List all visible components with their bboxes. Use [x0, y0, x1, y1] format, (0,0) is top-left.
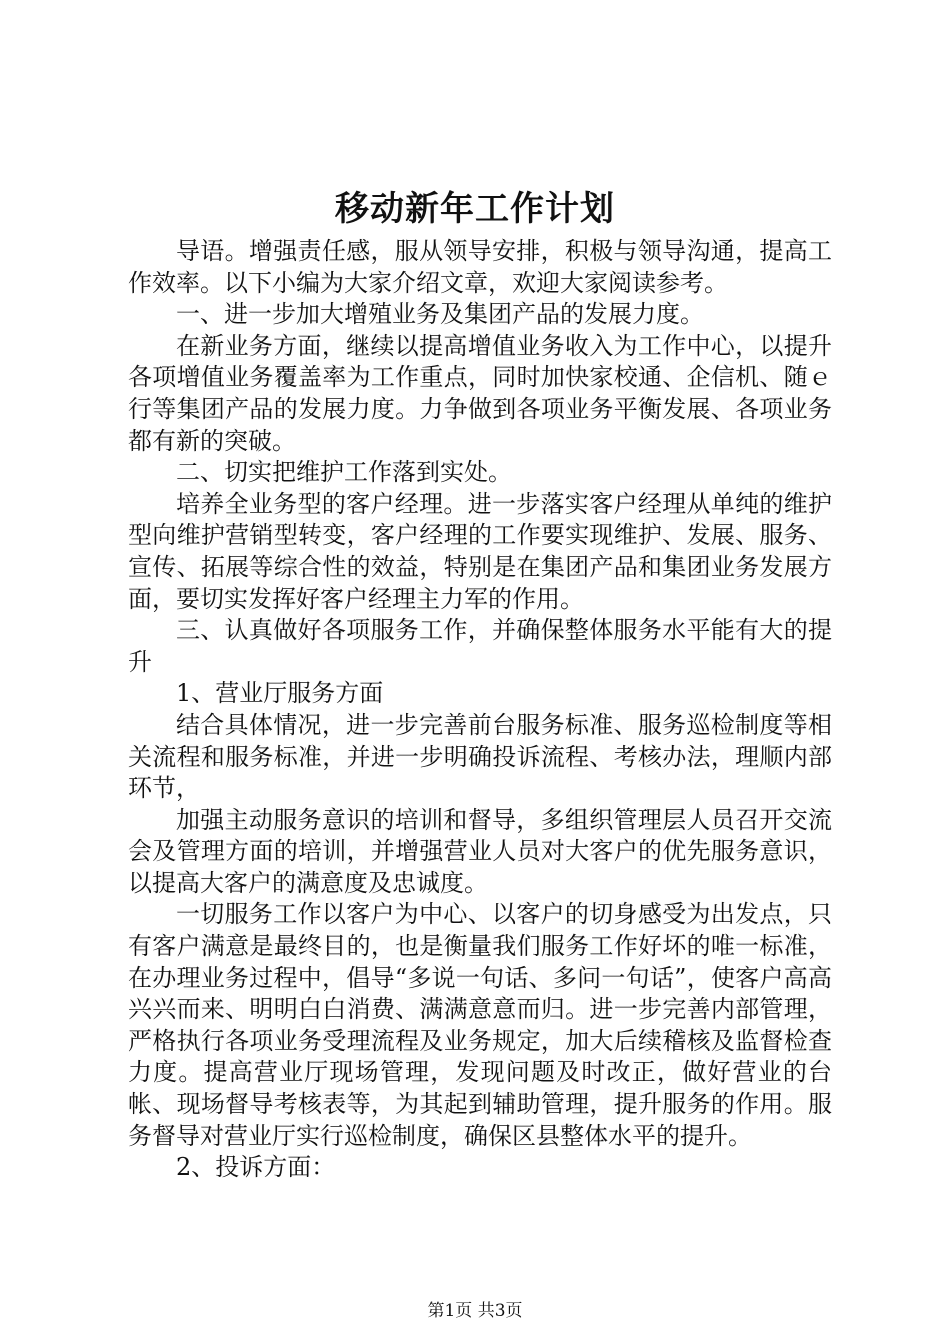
- paragraph-service-standards: 结合具体情况，进一步完善前台服务标准、服务巡检制度等相关流程和服务标准，并进一步明确投诉流程、考核办法，理顺内部环节，: [128, 710, 832, 803]
- paragraph-heading-1: 一、进一步加大增殖业务及集团产品的发展力度。: [176, 300, 704, 329]
- paragraph-subheading-2: 2、投诉方面：: [176, 1153, 336, 1182]
- paragraph-new-business: 在新业务方面，继续以提高增值业务收入为工作中心，以提升各项增值业务覆盖率为工作重点，同时加快家校通、企信机、随ｅ行等集团产品的发展力度。力争做到各项业务平衡发展、各项业务都有新的突破。: [128, 331, 832, 455]
- paragraph-intro: 导语。增强责任感，服从领导安排，积极与领导沟通，提高工作效率。以下小编为大家介绍文章，欢迎大家阅读参考。: [128, 237, 832, 297]
- paragraph-customer-centered: 一切服务工作以客户为中心、以客户的切身感受为出发点，只有客户满意是最终目的，也是衡量我们服务工作好坏的唯一标准，在办理业务过程中，倡导“多说一句话、多问一句话”，使客户高高兴兴而来、明明白白消费、满满意意而归。进一步完善内部管理，严格执行各项业务受理流程及业务规定，加大后续稽核及监督检查力度。提高营业厅现场管理，发现问题及时改正，做好营业的台帐、现场督导考核表等，为其起到辅助管理，提升服务的作用。服务督导对营业厅实行巡检制度，确保区县整体水平的提升。: [128, 900, 832, 1150]
- paragraph-heading-2: 二、切实把维护工作落到实处。: [176, 458, 512, 487]
- document-title: 移动新年工作计划: [335, 189, 615, 229]
- paragraph-subheading-1: 1、营业厅服务方面: [176, 679, 384, 708]
- document-body: [128, 236, 832, 1184]
- page-number-footer: 第1页 共3页: [427, 1301, 523, 1321]
- paragraph-heading-3: 三、认真做好各项服务工作，并确保整体服务水平能有大的提升: [128, 616, 832, 676]
- paragraph-training: 加强主动服务意识的培训和督导，多组织管理层人员召开交流会及管理方面的培训，并增强营业人员对大客户的优先服务意识，以提高大客户的满意度及忠诚度。: [128, 805, 832, 897]
- paragraph-account-manager: 培养全业务型的客户经理。进一步落实客户经理从单纯的维护型向维护营销型转变，客户经理的工作要实现维护、发展、服务、宣传、拓展等综合性的效益，特别是在集团产品和集团业务发展方面，要切实发挥好客户经理主力军的作用。: [128, 489, 832, 613]
